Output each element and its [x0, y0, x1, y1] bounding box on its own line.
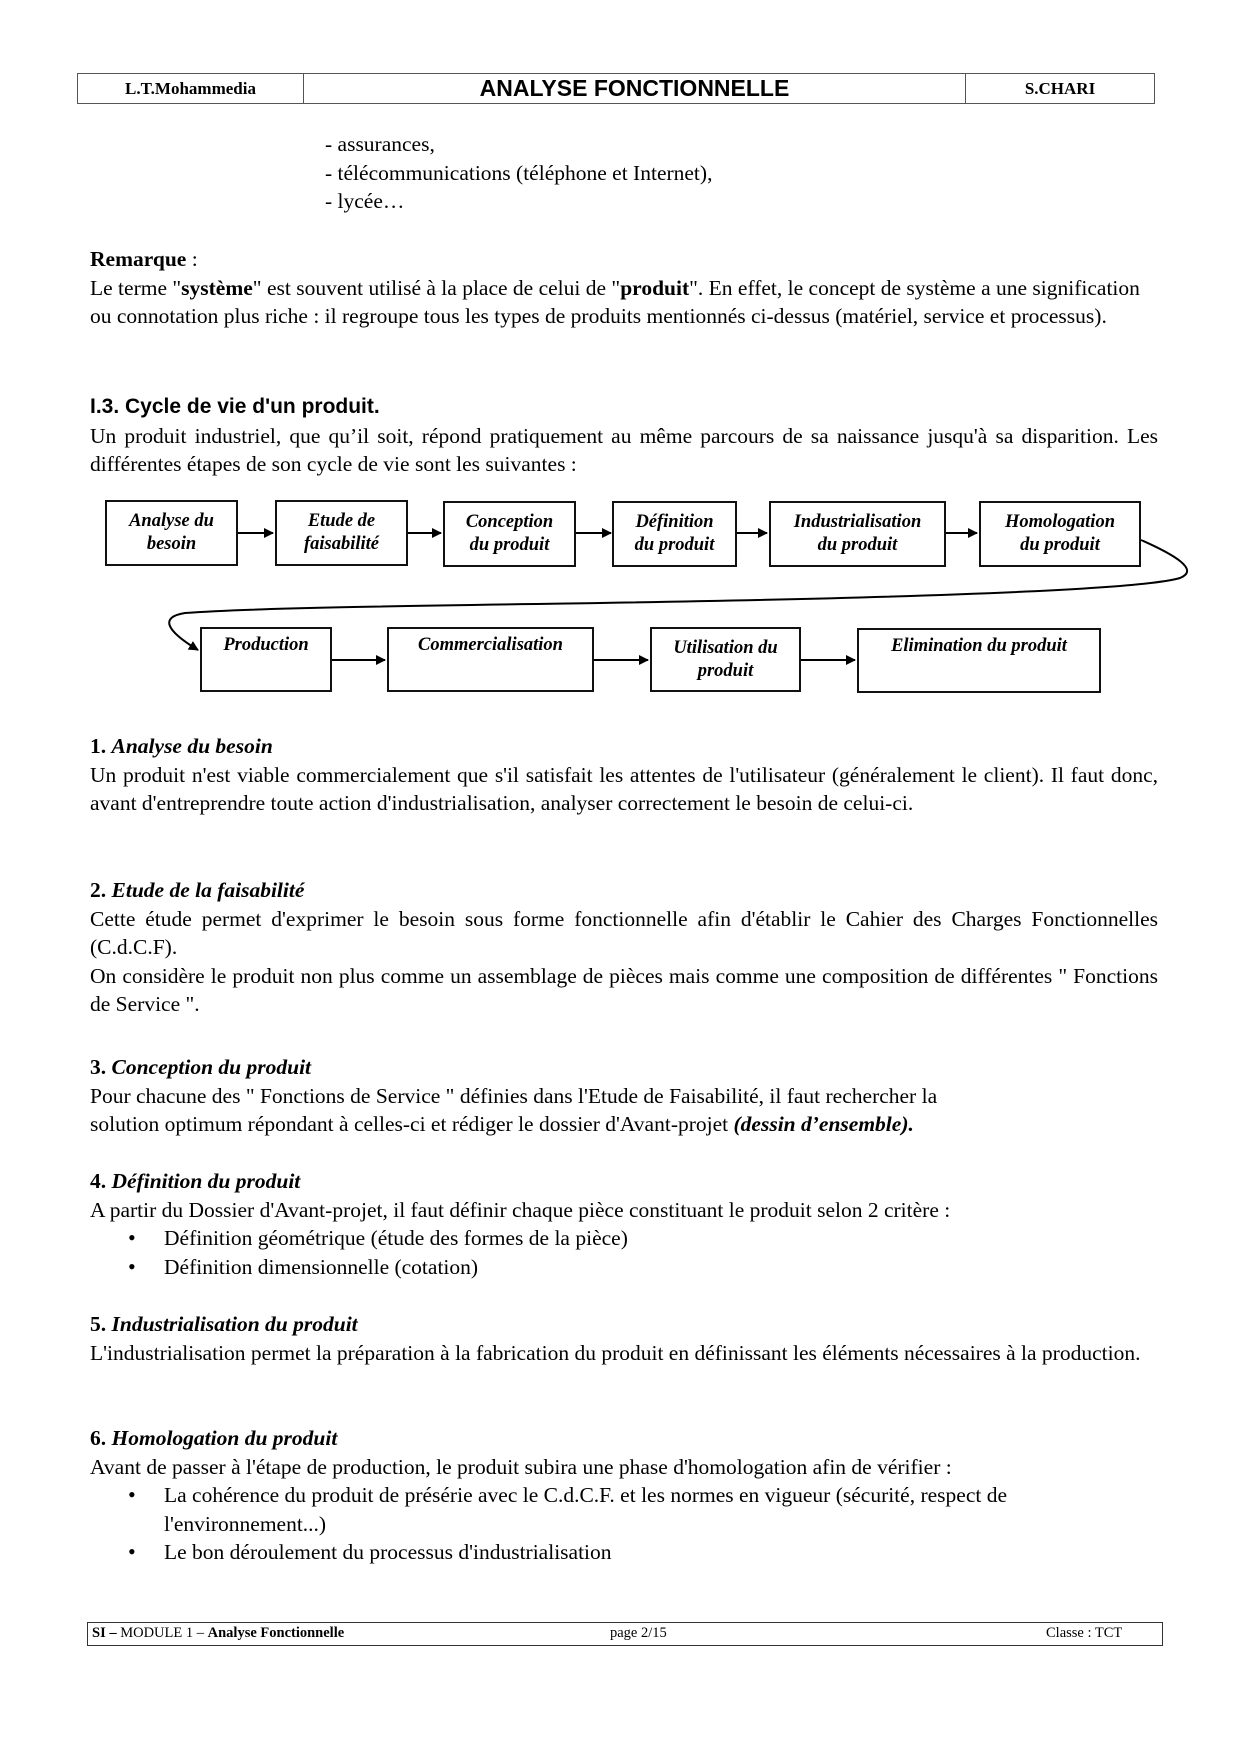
stage-definition: Définition du produit — [612, 501, 737, 567]
footer-module: SI – MODULE 1 – Analyse Fonctionnelle — [92, 1625, 345, 1641]
list-item: - télécommunications (téléphone et Internet), — [325, 160, 713, 185]
step-title: 6. Homologation du produit — [90, 1426, 338, 1450]
step-title: 1. Analyse du besoin — [90, 734, 273, 758]
emphasis: (dessin d’ensemble). — [733, 1112, 914, 1137]
remark-text: Le terme "système" est souvent utilisé à la place de celui de "produit". En effet, le concept de système a une signification ou connotation plus riche : il regroupe tous les types de produits mentionnés ci-dessus (matériel, service et processus). — [90, 275, 1140, 329]
stage-commercialisation: Commercialisation — [387, 627, 594, 692]
bullet-item: • Définition géométrique (étude des formes de la pièce) — [90, 1224, 1158, 1253]
stage-etude-faisabilite: Etude de faisabilité — [275, 500, 408, 566]
stage-elimination: Elimination du produit — [857, 628, 1101, 693]
bullet-item: • Le bon déroulement du processus d'industrialisation — [90, 1538, 1158, 1567]
section-intro: Un produit industriel, que qu’il soit, répond pratiquement au même parcours de sa naissance jusqu'à sa disparition. Les différentes étapes de son cycle de vie sont les suivantes : — [90, 423, 1158, 477]
step-1: 1. Analyse du besoin Un produit n'est viable commercialement que s'il satisfait les attentes de l'utilisateur (généralement le client). Il faut donc, avant d'entreprendre toute action d'industrialisation, analyser correctement le besoin de celui-ci. — [90, 734, 1158, 816]
step-4: 4. Définition du produit A partir du Dossier d'Avant-projet, il faut définir chaque pièce constituant le produit selon 2 critère : • Définition géométrique (étude des formes de la pièce) • Définition dimensionnelle (cotation) — [90, 1167, 1158, 1281]
stage-homologation: Homologation du produit — [979, 501, 1141, 567]
footer-class: Classe : TCT — [1046, 1625, 1123, 1641]
stage-utilisation: Utilisation du produit — [650, 627, 801, 692]
bullet-list — [90, 1481, 1158, 1567]
step-3: 3. Conception du produit Pour chacune des " Fonctions de Service " définies dans l'Etude de Faisabilité, il faut rechercher la solution optimum répondant à celles-ci et rédiger le dossier d'Avant-projet (dessin d’ensemble). — [90, 1053, 1158, 1139]
list-item: - lycée… — [325, 189, 405, 214]
header-author: S.CHARI — [1024, 78, 1096, 98]
page-footer — [87, 1622, 1163, 1646]
lifecycle-diagram-arrows — [0, 0, 1240, 720]
footer-page: page 2/15 — [610, 1625, 667, 1641]
stage-analyse-besoin: Analyse du besoin — [105, 500, 238, 566]
remark-label: Remarque — [90, 247, 187, 271]
header-school: L.T.Mohammedia — [78, 74, 304, 103]
step-title: 3. Conception du produit — [90, 1055, 312, 1079]
remark-block: Remarque : Le terme "système" est souvent utilisé à la place de celui de "produit". En effet, le concept de système a une signification ou connotation plus riche : il regroupe tous les types de produits mentionnés ci-dessus (matériel, service et processus). — [90, 245, 1158, 331]
step-2: 2. Etude de la faisabilité Cette étude permet d'exprimer le besoin sous forme fonctionnelle afin d'établir le Cahier des Charges Fonctionnelles (C.d.C.F). On considère le produit non plus comme un assemblage de pièces mais comme une composition de différentes " Fonctions de Service ". — [90, 878, 1158, 1017]
step-5: 5. Industrialisation du produit L'industrialisation permet la préparation à la fabrication du produit en définissant les éléments nécessaires à la production. — [90, 1310, 1158, 1367]
section-title: I.3. Cycle de vie d'un produit. — [90, 395, 380, 418]
step-title: 4. Définition du produit — [90, 1169, 301, 1193]
bullet-list — [90, 1224, 1158, 1281]
bullet-item: • Définition dimensionnelle (cotation) — [90, 1253, 1158, 1282]
step-title: 5. Industrialisation du produit — [90, 1312, 358, 1336]
bullet-item: • La cohérence du produit de présérie avec le C.d.C.F. et les normes en vigueur (sécurité, respect de l'environnement...) — [90, 1481, 1158, 1538]
step-6: 6. Homologation du produit Avant de passer à l'étape de production, le produit subira une phase d'homologation afin de vérifier : • La cohérence du produit de présérie avec le C.d.C.F. et les normes en vigueur (sécurité, respect de l'environnement...) • Le bon déroulement du processus d'industrialisation — [90, 1424, 1158, 1567]
stage-conception: Conception du produit — [443, 501, 576, 567]
list-item: - assurances, — [325, 132, 435, 156]
stage-industrialisation: Industrialisation du produit — [769, 501, 946, 567]
step-title: 2. Etude de la faisabilité — [90, 878, 305, 902]
stage-production: Production — [200, 627, 332, 692]
header-title: ANALYSE FONCTIONNELLE — [304, 74, 966, 103]
